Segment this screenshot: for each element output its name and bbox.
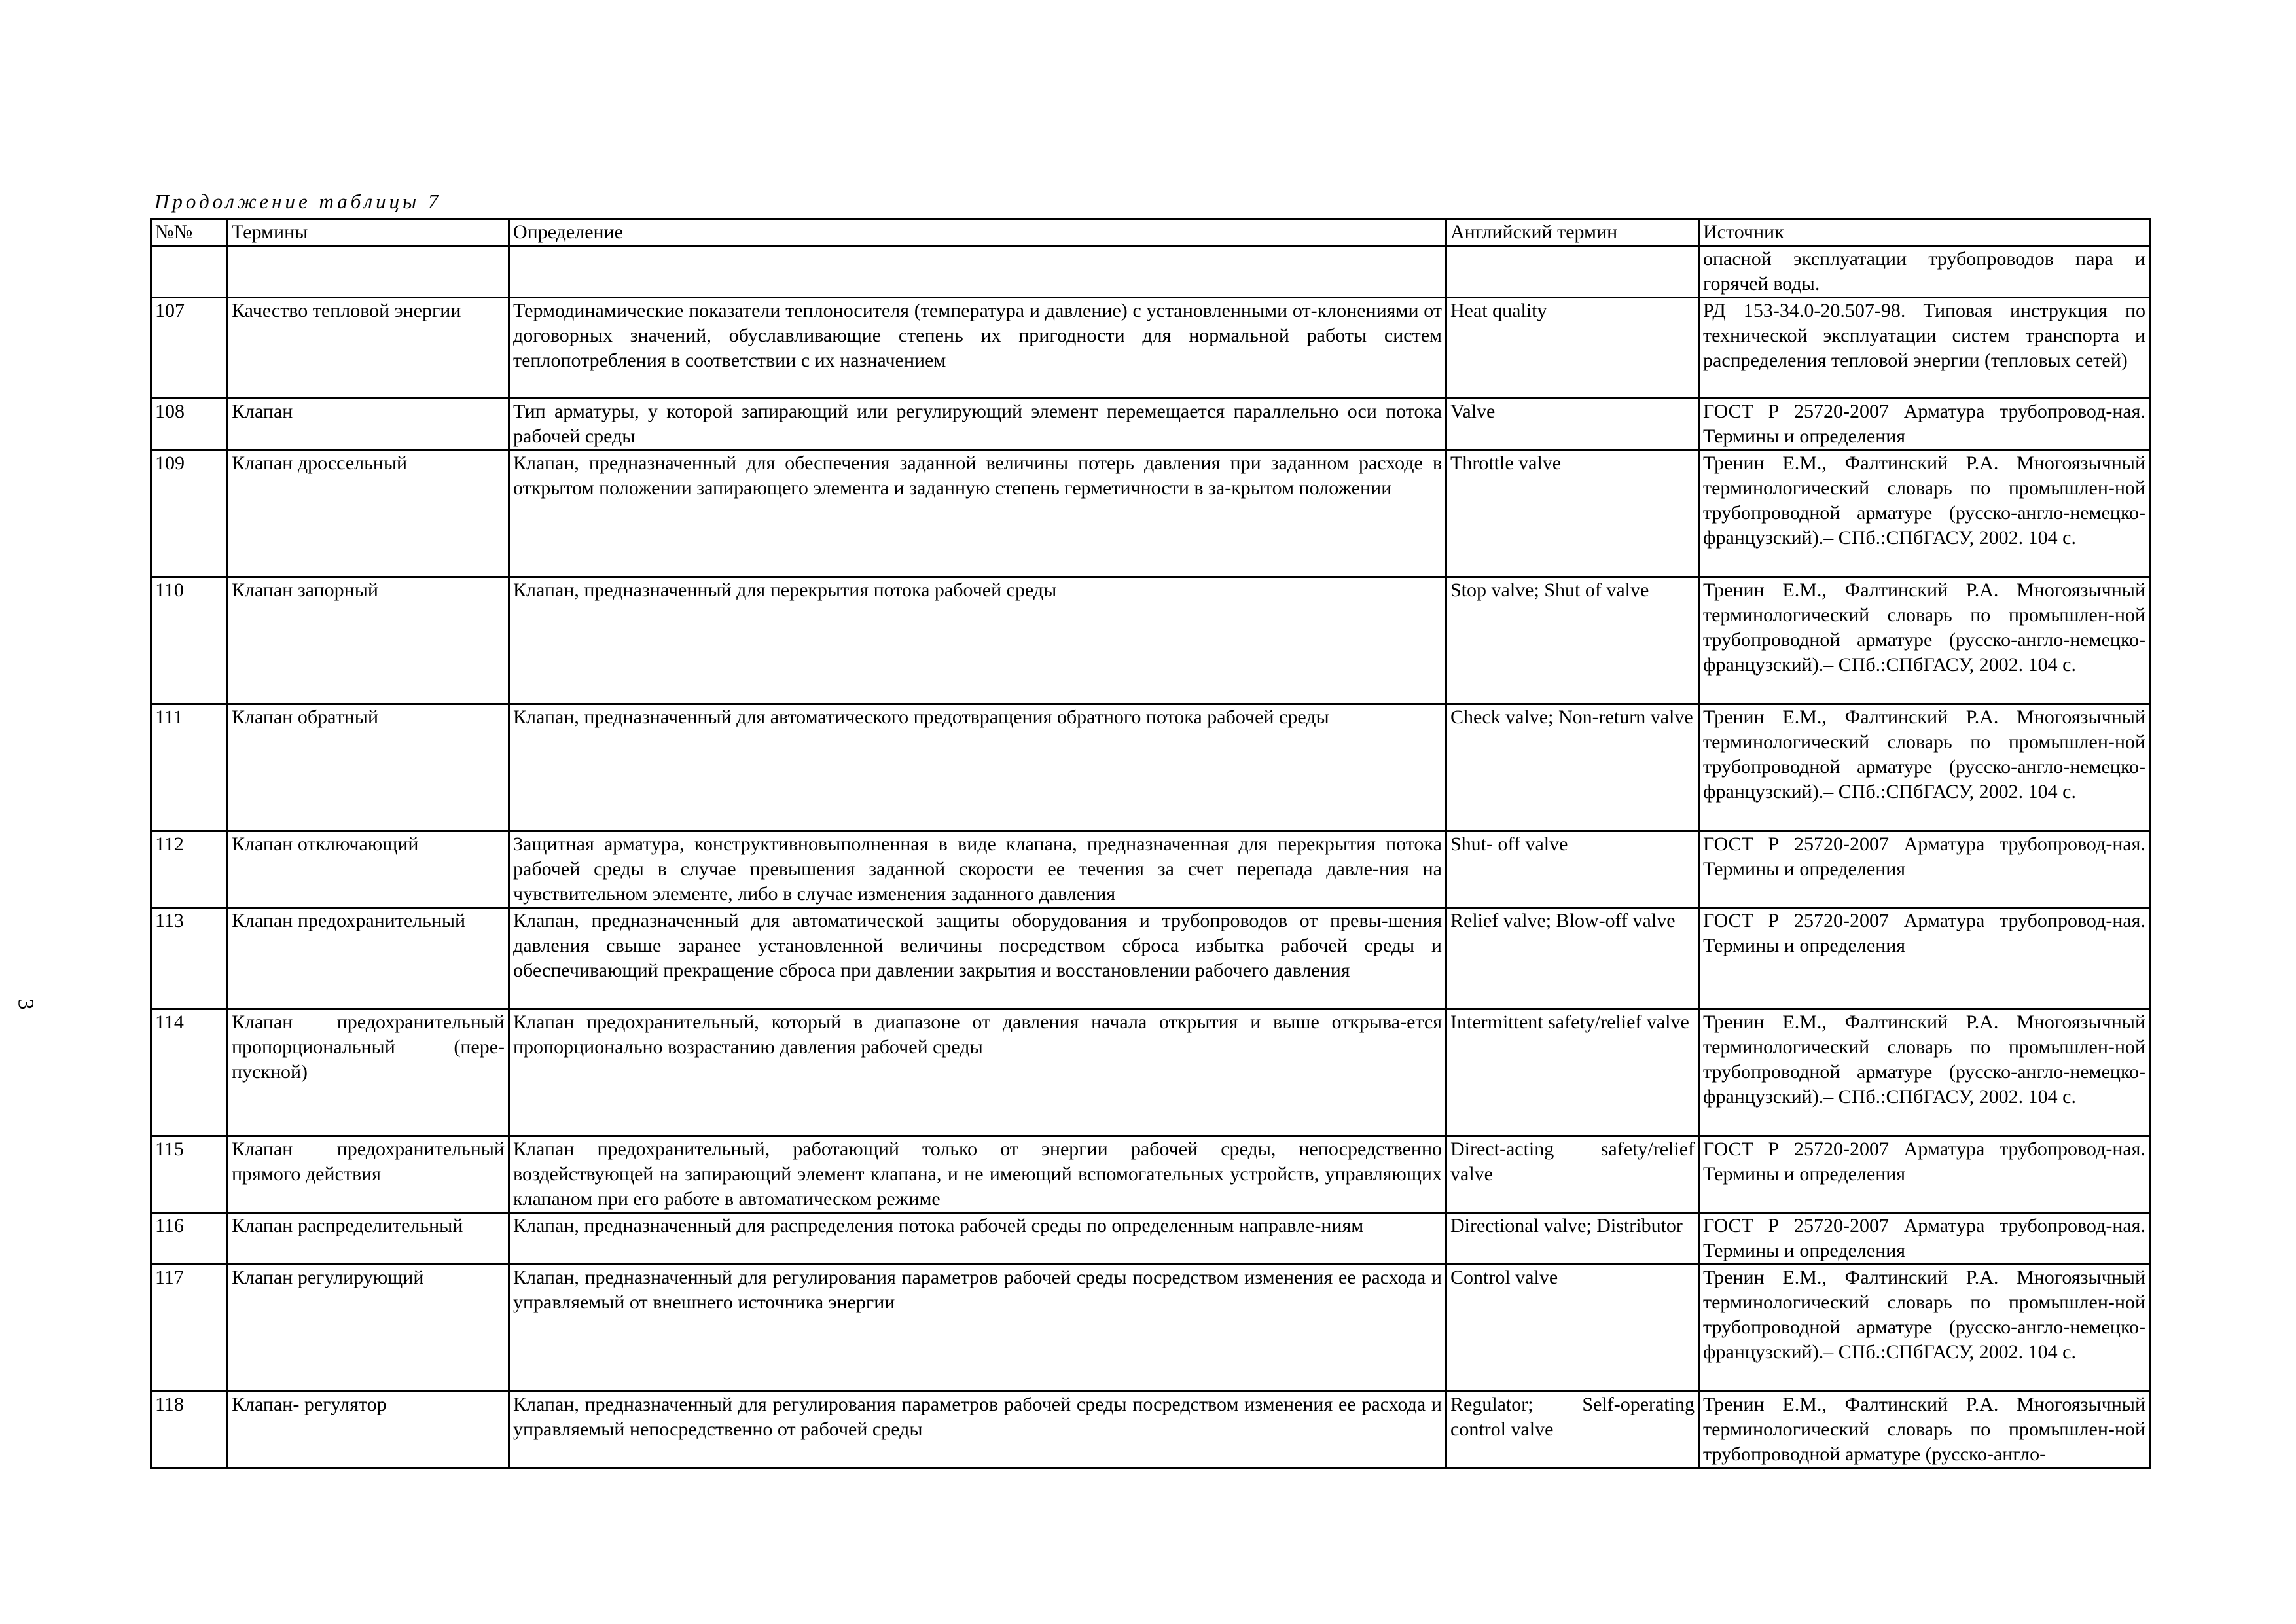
row-number: 110	[151, 577, 228, 704]
row-term: Клапан предохранительный	[228, 908, 509, 1009]
row-number: 113	[151, 908, 228, 1009]
row-definition: Защитная арматура, конструктивновыполненная в виде клапана, предназначенная для перекрытия потока рабочей среды в случае превышения заданной скорости ее течения за счет перепада давле-ния на чувствительном элементе, либо в случае изменения заданного давления	[509, 831, 1446, 908]
table-row	[151, 399, 2150, 450]
row-term: Клапан регулирующий	[228, 1265, 509, 1392]
column-header-term: Термины	[228, 219, 509, 246]
row-source: опасной эксплуатации трубопроводов пара и горячей воды.	[1699, 246, 2150, 298]
row-number: 112	[151, 831, 228, 908]
row-english-term: Directional valve; Distributor	[1446, 1213, 1699, 1265]
row-number: 107	[151, 298, 228, 399]
terms-table	[150, 218, 2151, 1469]
row-english-term: Direct-acting safety/relief valve	[1446, 1136, 1699, 1213]
row-english-term: Throttle valve	[1446, 450, 1699, 577]
row-source: Тренин Е.М., Фалтинский Р.А. Многоязычный терминологический словарь по промышлен-ной трубопроводной арматуре (русско-англо-немецко-французский).– СПб.:СПбГАСУ, 2002. 104 с.	[1699, 1009, 2150, 1136]
row-english-term: Stop valve; Shut of valve	[1446, 577, 1699, 704]
row-english-term: Regulator; Self-operating control valve	[1446, 1392, 1699, 1468]
table-row	[151, 1265, 2150, 1392]
row-source: ГОСТ Р 25720-2007 Арматура трубопровод-ная. Термины и определения	[1699, 831, 2150, 908]
row-definition: Клапан предохранительный, который в диапазоне от давления начала открытия и выше открыва-ется пропорционально возрастанию давления рабочей среды	[509, 1009, 1446, 1136]
row-definition: Клапан, предназначенный для автоматического предотвращения обратного потока рабочей среды	[509, 704, 1446, 831]
row-source: РД 153-34.0-20.507-98. Типовая инструкция по технической эксплуатации систем транспорта и распределения тепловой энергии (тепловых сетей)	[1699, 298, 2150, 399]
row-source: ГОСТ Р 25720-2007 Арматура трубопровод-ная. Термины и определения	[1699, 399, 2150, 450]
row-definition: Тип арматуры, у которой запирающий или регулирующий элемент перемещается параллельно оси потока рабочей среды	[509, 399, 1446, 450]
column-header-definition: Определение	[509, 219, 1446, 246]
table-row	[151, 298, 2150, 399]
row-source: Тренин Е.М., Фалтинский Р.А. Многоязычный терминологический словарь по промышлен-ной трубопроводной арматуре (русско-англо-немецко-французский).– СПб.:СПбГАСУ, 2002. 104 с.	[1699, 450, 2150, 577]
table-row	[151, 1392, 2150, 1468]
table-row	[151, 831, 2150, 908]
row-term: Клапан запорный	[228, 577, 509, 704]
row-english-term: Relief valve; Blow-off valve	[1446, 908, 1699, 1009]
row-english-term: Valve	[1446, 399, 1699, 450]
row-term: Клапан обратный	[228, 704, 509, 831]
table-row	[151, 908, 2150, 1009]
row-term: Клапан предохранительный прямого действия	[228, 1136, 509, 1213]
table-row	[151, 577, 2150, 704]
row-number: 118	[151, 1392, 228, 1468]
row-definition: Клапан, предназначенный для распределения потока рабочей среды по определенным направле-ниям	[509, 1213, 1446, 1265]
row-definition	[509, 246, 1446, 298]
row-source: Тренин Е.М., Фалтинский Р.А. Многоязычный терминологический словарь по промышлен-ной трубопроводной арматуре (русско-англо-немецко-французский).– СПб.:СПбГАСУ, 2002. 104 с.	[1699, 1265, 2150, 1392]
column-header-english: Английский термин	[1446, 219, 1699, 246]
table-row	[151, 1136, 2150, 1213]
row-definition: Клапан, предназначенный для регулирования параметров рабочей среды посредством изменения ее расхода и управляемый непосредственно от рабочей среды	[509, 1392, 1446, 1468]
row-definition: Клапан, предназначенный для перекрытия потока рабочей среды	[509, 577, 1446, 704]
row-definition: Клапан, предназначенный для регулирования параметров рабочей среды посредством изменения ее расхода и управляемый от внешнего источника энергии	[509, 1265, 1446, 1392]
row-term	[228, 246, 509, 298]
row-definition: Термодинамические показатели теплоносителя (температура и давление) с установленными от-клонениями от договорных значений, обуславливающие степень их пригодности для нормальной работы систем теплопотребления в соответствии с их назначением	[509, 298, 1446, 399]
column-header-source: Источник	[1699, 219, 2150, 246]
row-term: Клапан- регулятор	[228, 1392, 509, 1468]
row-english-term: Intermittent safety/relief valve	[1446, 1009, 1699, 1136]
row-definition: Клапан, предназначенный для обеспечения заданной величины потерь давления при заданном расходе в открытом положении запирающего элемента и заданную степень герметичности в за-крытом положении	[509, 450, 1446, 577]
row-english-term: Heat quality	[1446, 298, 1699, 399]
row-english-term: Check valve; Non-return valve	[1446, 704, 1699, 831]
row-source: ГОСТ Р 25720-2007 Арматура трубопровод-ная. Термины и определения	[1699, 1136, 2150, 1213]
column-header-number: №№	[151, 219, 228, 246]
row-term: Клапан отключающий	[228, 831, 509, 908]
row-term: Клапан дроссельный	[228, 450, 509, 577]
row-number	[151, 246, 228, 298]
row-number: 109	[151, 450, 228, 577]
table-row	[151, 450, 2150, 577]
table-caption: Продолжение таблицы 7	[154, 190, 442, 213]
page-number: 3	[13, 998, 38, 1010]
row-source: ГОСТ Р 25720-2007 Арматура трубопровод-ная. Термины и определения	[1699, 908, 2150, 1009]
row-source: Тренин Е.М., Фалтинский Р.А. Многоязычный терминологический словарь по промышлен-ной трубопроводной арматуре (русско-англо-немецко-французский).– СПб.:СПбГАСУ, 2002. 104 с.	[1699, 577, 2150, 704]
row-definition: Клапан, предназначенный для автоматической защиты оборудования и трубопроводов от превы-шения давления свыше заранее установленной величины посредством сброса избытка рабочей среды и обеспечивающий прекращение сброса при давлении закрытия и восстановлении рабочего давления	[509, 908, 1446, 1009]
row-term: Качество тепловой энергии	[228, 298, 509, 399]
table-row	[151, 704, 2150, 831]
row-number: 117	[151, 1265, 228, 1392]
row-source: Тренин Е.М., Фалтинский Р.А. Многоязычный терминологический словарь по промышлен-ной трубопроводной арматуре (русско-англо-	[1699, 1392, 2150, 1468]
table-row	[151, 1213, 2150, 1265]
row-term: Клапан предохранительный пропорциональный (пере-пускной)	[228, 1009, 509, 1136]
row-definition: Клапан предохранительный, работающий только от энергии рабочей среды, непосредственно воздействующей на запирающий элемент клапана, и не имеющий вспомогательных устройств, управляющих клапаном при его работе в автоматическом режиме	[509, 1136, 1446, 1213]
row-english-term	[1446, 246, 1699, 298]
row-source: Тренин Е.М., Фалтинский Р.А. Многоязычный терминологический словарь по промышлен-ной трубопроводной арматуре (русско-англо-немецко-французский).– СПб.:СПбГАСУ, 2002. 104 с.	[1699, 704, 2150, 831]
row-number: 108	[151, 399, 228, 450]
table-header-row	[151, 219, 2150, 246]
row-source: ГОСТ Р 25720-2007 Арматура трубопровод-ная. Термины и определения	[1699, 1213, 2150, 1265]
row-number: 116	[151, 1213, 228, 1265]
table-row	[151, 1009, 2150, 1136]
row-term: Клапан	[228, 399, 509, 450]
row-term: Клапан распределительный	[228, 1213, 509, 1265]
row-english-term: Control valve	[1446, 1265, 1699, 1392]
row-number: 115	[151, 1136, 228, 1213]
row-number: 111	[151, 704, 228, 831]
row-english-term: Shut- off valve	[1446, 831, 1699, 908]
table-row	[151, 246, 2150, 298]
row-number: 114	[151, 1009, 228, 1136]
